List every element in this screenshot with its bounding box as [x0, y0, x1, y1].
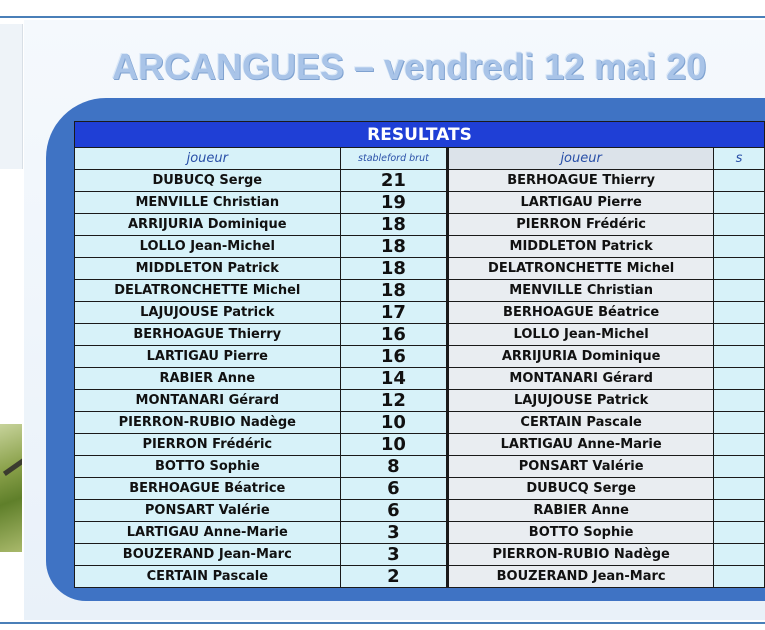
- player-left: PIERRON Frédéric: [75, 434, 341, 456]
- table-row: [75, 434, 765, 456]
- player-left: LAJUJOUSE Patrick: [75, 302, 341, 324]
- table-row: [75, 522, 765, 544]
- player-right: BOUZERAND Jean-Marc: [448, 566, 714, 588]
- score-right: [714, 522, 765, 544]
- score-left: 14: [340, 368, 448, 390]
- table-row: [75, 192, 765, 214]
- score-right: [714, 214, 765, 236]
- player-right: MONTANARI Gérard: [448, 368, 714, 390]
- score-left: 10: [340, 434, 448, 456]
- player-left: LARTIGAU Pierre: [75, 346, 341, 368]
- table-row: [75, 390, 765, 412]
- player-right: MENVILLE Christian: [448, 280, 714, 302]
- player-right: DUBUCQ Serge: [448, 478, 714, 500]
- score-left: 18: [340, 236, 448, 258]
- score-left: 19: [340, 192, 448, 214]
- score-left: 6: [340, 478, 448, 500]
- player-left: MENVILLE Christian: [75, 192, 341, 214]
- golf-photo: [0, 424, 22, 552]
- player-left: MIDDLETON Patrick: [75, 258, 341, 280]
- table-row: [75, 544, 765, 566]
- score-left: 21: [340, 170, 448, 192]
- player-left: CERTAIN Pascale: [75, 566, 341, 588]
- score-right: [714, 258, 765, 280]
- player-right: LARTIGAU Pierre: [448, 192, 714, 214]
- table-row: [75, 302, 765, 324]
- player-left: DUBUCQ Serge: [75, 170, 341, 192]
- player-left: BERHOAGUE Thierry: [75, 324, 341, 346]
- score-right: [714, 236, 765, 258]
- score-left: 8: [340, 456, 448, 478]
- score-left: 18: [340, 258, 448, 280]
- score-right: [714, 478, 765, 500]
- score-left: 17: [340, 302, 448, 324]
- score-left: 12: [340, 390, 448, 412]
- score-right: [714, 566, 765, 588]
- player-left: BERHOAGUE Béatrice: [75, 478, 341, 500]
- player-right: DELATRONCHETTE Michel: [448, 258, 714, 280]
- score-right: [714, 390, 765, 412]
- column-header-row: [75, 148, 765, 170]
- score-left: 6: [340, 500, 448, 522]
- table-row: [75, 566, 765, 588]
- table-row: [75, 170, 765, 192]
- player-right: CERTAIN Pascale: [448, 412, 714, 434]
- player-left: PONSART Valérie: [75, 500, 341, 522]
- player-right: ARRIJURIA Dominique: [448, 346, 714, 368]
- table-row: [75, 280, 765, 302]
- score-right: [714, 456, 765, 478]
- player-left: ARRIJURIA Dominique: [75, 214, 341, 236]
- score-right: [714, 192, 765, 214]
- player-right: MIDDLETON Patrick: [448, 236, 714, 258]
- player-right: LAJUJOUSE Patrick: [448, 390, 714, 412]
- golf-club-shape: [3, 457, 22, 476]
- score-left: 3: [340, 522, 448, 544]
- score-right: [714, 346, 765, 368]
- table-row: [75, 324, 765, 346]
- score-right: [714, 302, 765, 324]
- table-row: [75, 258, 765, 280]
- table-row: [75, 214, 765, 236]
- table-row: [75, 368, 765, 390]
- score-left: 18: [340, 214, 448, 236]
- score-left: 16: [340, 324, 448, 346]
- table-row: [75, 478, 765, 500]
- table-row: [75, 346, 765, 368]
- col-header-player-right: joueur: [448, 148, 714, 170]
- score-right: [714, 280, 765, 302]
- player-left: LARTIGAU Anne-Marie: [75, 522, 341, 544]
- player-right: RABIER Anne: [448, 500, 714, 522]
- results-header: RESULTATS: [75, 122, 765, 148]
- top-rule: [0, 16, 765, 18]
- player-left: BOUZERAND Jean-Marc: [75, 544, 341, 566]
- score-left: 16: [340, 346, 448, 368]
- results-table: [74, 121, 765, 588]
- player-right: PIERRON-RUBIO Nadège: [448, 544, 714, 566]
- player-left: DELATRONCHETTE Michel: [75, 280, 341, 302]
- score-right: [714, 434, 765, 456]
- col-header-score-right: s: [714, 148, 765, 170]
- player-left: RABIER Anne: [75, 368, 341, 390]
- player-right: BERHOAGUE Thierry: [448, 170, 714, 192]
- col-header-score: stableford brut: [340, 148, 448, 170]
- table-row: [75, 236, 765, 258]
- score-right: [714, 170, 765, 192]
- player-left: MONTANARI Gérard: [75, 390, 341, 412]
- score-right: [714, 500, 765, 522]
- player-right: BERHOAGUE Béatrice: [448, 302, 714, 324]
- bottom-rule: [0, 622, 765, 624]
- player-left: LOLLO Jean-Michel: [75, 236, 341, 258]
- col-header-player-left: joueur: [75, 148, 341, 170]
- side-photo-top: [0, 24, 23, 169]
- score-left: 18: [340, 280, 448, 302]
- table-header-row: [75, 122, 765, 148]
- score-left: 2: [340, 566, 448, 588]
- player-right: BOTTO Sophie: [448, 522, 714, 544]
- player-right: LOLLO Jean-Michel: [448, 324, 714, 346]
- page-title: ARCANGUES – vendredi 12 mai 20: [112, 46, 707, 87]
- score-left: 3: [340, 544, 448, 566]
- table-row: [75, 456, 765, 478]
- table-row: [75, 412, 765, 434]
- player-right: PONSART Valérie: [448, 456, 714, 478]
- player-left: PIERRON-RUBIO Nadège: [75, 412, 341, 434]
- player-right: PIERRON Frédéric: [448, 214, 714, 236]
- score-right: [714, 324, 765, 346]
- table-row: [75, 500, 765, 522]
- score-right: [714, 412, 765, 434]
- player-left: BOTTO Sophie: [75, 456, 341, 478]
- score-left: 10: [340, 412, 448, 434]
- player-right: LARTIGAU Anne-Marie: [448, 434, 714, 456]
- score-right: [714, 544, 765, 566]
- score-right: [714, 368, 765, 390]
